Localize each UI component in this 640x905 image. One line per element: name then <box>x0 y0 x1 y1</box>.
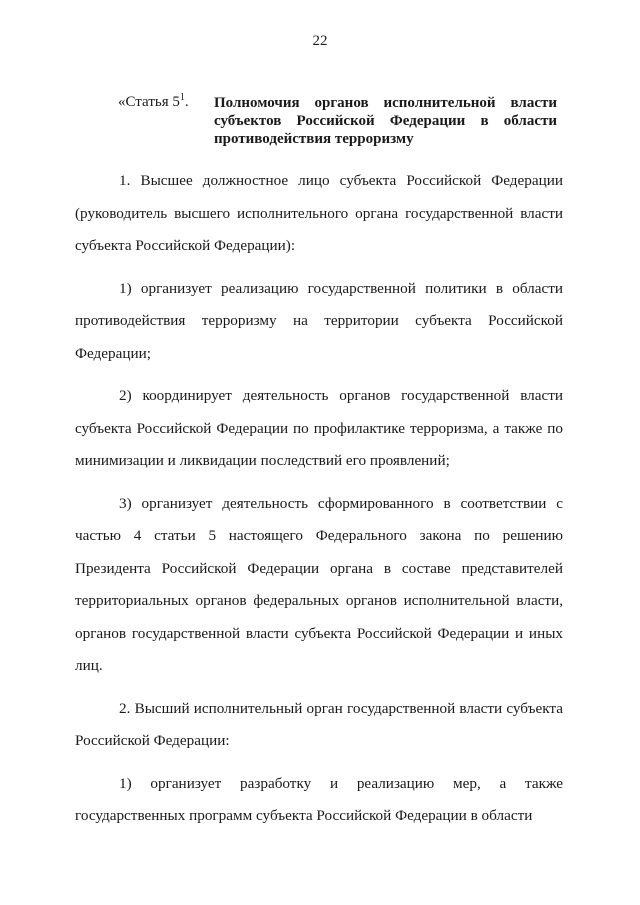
paragraph-1-item-3: 3) организует деятельность сформированного в соответствии с частью 4 статьи 5 настоящего Федерального закона по решению Президента Российской Федерации органа в составе представителей территориальных органов федеральных органов исполнительной власти, органов государственной власти субъекта Российской Федерации и иных лиц. <box>75 494 563 674</box>
article-heading: Полномочия органов исполнительной власти субъектов Российской Федерации в области противодействия терроризму <box>214 95 557 147</box>
article-label-dot: . <box>184 94 189 110</box>
paragraph-2: 2. Высший исполнительный орган государственной власти субъекта Российской Федерации: <box>75 699 563 749</box>
article-label-superscript: 1 <box>179 92 185 103</box>
document-body <box>75 165 563 843</box>
paragraph-1-item-1: 1) организует реализацию государственной политики в области противодействия терроризму на территории субъекта Российской Федерации; <box>75 279 563 362</box>
paragraph-2-item-1: 1) организует разработку и реализацию мер, а также государственных программ субъекта Российской Федерации в области <box>75 774 563 824</box>
article-label-text: «Статья 5 <box>118 94 180 110</box>
page-number: 22 <box>312 33 328 49</box>
paragraph-1: 1. Высшее должностное лицо субъекта Российской Федерации (руководитель высшего исполнительного органа государственной власти субъекта Российской Федерации): <box>75 172 563 254</box>
article-label <box>118 94 189 111</box>
paragraph-1-item-2: 2) координирует деятельность органов государственной власти субъекта Российской Федерации по профилактике терроризма, а также по минимизации и ликвидации последствий его проявлений; <box>75 387 563 469</box>
